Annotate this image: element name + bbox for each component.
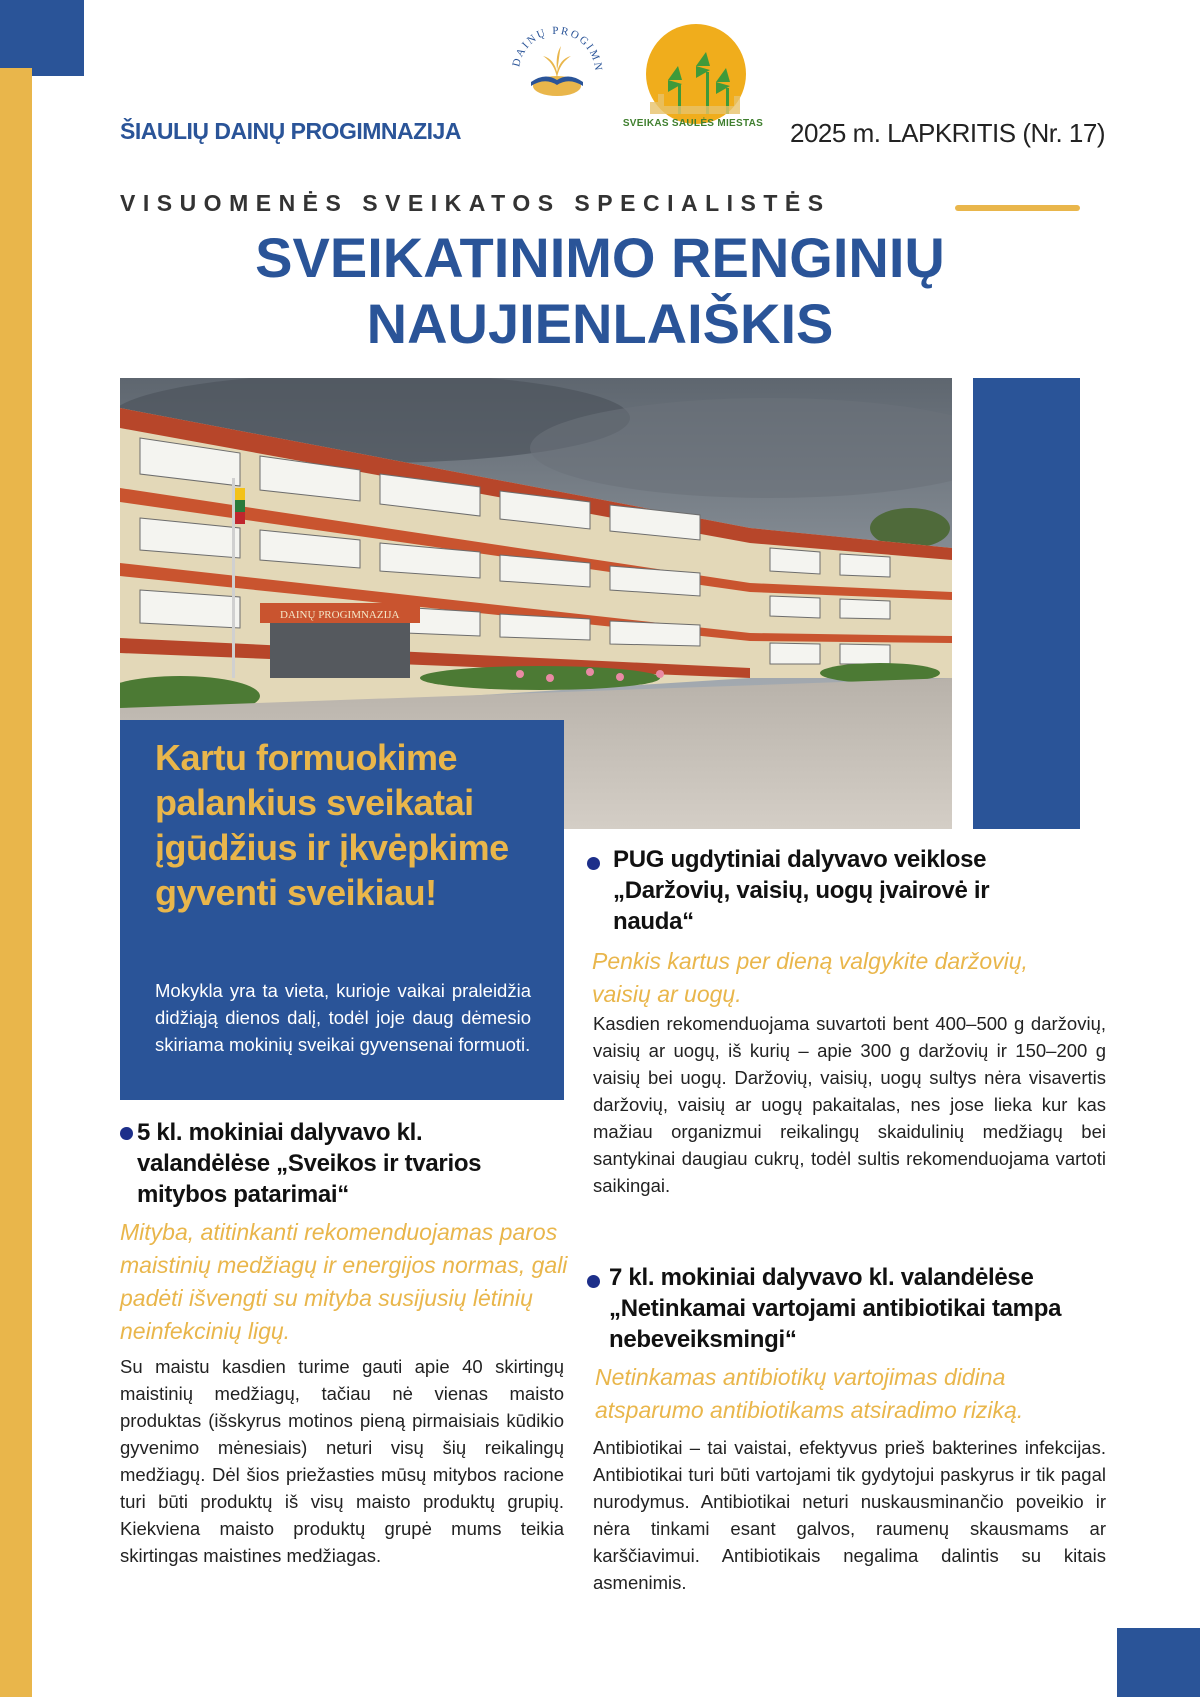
hero-title: Kartu formuokime palankius sveikatai įgūdžius ir įkvėpkime gyventi sveikiau! xyxy=(155,737,509,913)
section-lead-nutrition: Mityba, atitinkanti rekomenduojamas paros maistinių medžiagų ir energijos normas, gali padėti išvengti su mityba susijusių lėtinių neinfekcinių ligų. xyxy=(120,1219,568,1344)
page-title-line-2: NAUJIENLAIŠKIS xyxy=(366,292,834,355)
left-stripe xyxy=(0,68,32,1697)
section-title-vegetables: PUG ugdytiniai dalyvavo veiklose „Daržovių, vaisių, uogų įvairovė ir nauda“ xyxy=(613,846,990,935)
city-logo xyxy=(630,22,760,132)
section-lead-vegetables: Penkis kartus per dieną valgykite daržovių, vaisių ar uogų. xyxy=(592,948,1028,1007)
corner-block-bottom-right xyxy=(1117,1628,1200,1697)
page-title-line-1: SVEIKATINIMO RENGINIŲ xyxy=(255,226,945,289)
side-accent-bar xyxy=(973,378,1080,829)
section-body-antibiotics: Antibiotikai – tai vaistai, efektyvus prieš bakterines infekcijas. Antibiotikai turi būti vartojami tik gydytojui paskyrus ir tik pagal nurodymus. Antibiotikai neturi nuskausminančio poveikio ir nėra tinkami esant galvos, raumenų skausmams ar karščiavimui. Antibiotikais negalima dalintis su kitais asmenimis. xyxy=(593,1437,1106,1593)
building-sign: DAINŲ PROGIMNAZIJA xyxy=(280,609,400,621)
bullet-dot xyxy=(587,1275,600,1288)
school-logo xyxy=(505,20,609,124)
school-logo-text: DAINŲ PROGIMN xyxy=(510,24,605,73)
city-logo-caption: SVEIKAS SAULĖS MIESTAS xyxy=(622,118,764,129)
svg-text:DAINŲ PROGIMNAZIJA · ŠIAULIAI xyxy=(505,20,604,73)
section-body-vegetables: Kasdien rekomenduojama suvartoti bent 400–500 g daržovių, vaisių ar uogų, iš kurių – apie 300 g daržovių ir 150–200 g vaisių bei uogų. Daržovių, vaisių, uogų sultys nėra visavertis daržovių, vaisių ar uogų pakaitalas, nes jose lieka kur kas mažiau organizmui reikalingų skaidulinių medžiagų bei santykinai daugiau cukrų, todėl sultis rekomenduojama vartoti saikingai. xyxy=(593,1013,1106,1196)
page-title xyxy=(120,225,1080,357)
section-lead-antibiotics: Netinkamas antibiotikų vartojimas didina atsparumo antibiotikams atsiradimo riziką. xyxy=(595,1364,1024,1423)
section-body-nutrition: Su maistu kasdien turime gauti apie 40 skirtingų maistinių medžiagų, tačiau nė vienas maisto produktas (išskyrus motinos pieną pirmaisiais kūdikio gyvenimo mėnesiais) neturi visų šių reikalingų medžiagų. Dėl šios priežasties mūsų mitybos racione turi būti produktų iš visų maisto produktų grupių. Kiekviena maisto produktų grupė mums teikia skirtingas maistines medžiagas. xyxy=(120,1356,564,1566)
section-title-antibiotics: 7 kl. mokiniai dalyvavo kl. valandėlėse „Netinkamai vartojami antibiotikai tampa nebeveiksmingi“ xyxy=(609,1264,1062,1353)
bullet-dot xyxy=(587,857,600,870)
section-title-nutrition: 5 kl. mokiniai dalyvavo kl. valandėlėse „Sveikos ir tvarios mitybos patarimai“ xyxy=(137,1119,482,1208)
kicker-underline xyxy=(955,205,1080,211)
corner-block xyxy=(0,0,84,76)
school-name: ŠIAULIŲ DAINŲ PROGIMNAZIJA xyxy=(120,118,461,144)
hero-text: Mokykla yra ta vieta, kurioje vaikai praleidžia didžiąją dienos dalį, todėl joje daug dėmesio skiriama mokinių sveikai gyvensenai formuoti. xyxy=(155,980,531,1055)
bullet-dot xyxy=(120,1127,133,1140)
masthead-kicker: VISUOMENĖS SVEIKATOS SPECIALISTĖS xyxy=(120,190,831,216)
issue-label: 2025 m. LAPKRITIS (Nr. 17) xyxy=(790,118,1106,148)
